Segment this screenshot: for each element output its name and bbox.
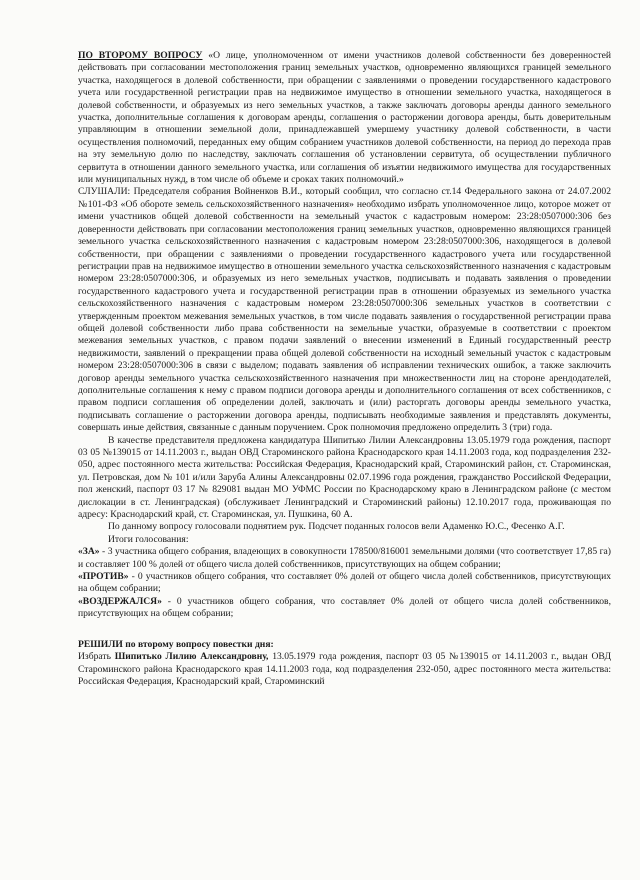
candidate-paragraph: В качестве представителя предложена кандидатура Шипитько Лилии Александровны 13.05.1979 года рождения, паспорт 03 05 №139015 от 14.11.2003 г., выдан ОВД Староминского района Краснодарского края 14.11.2003 года, код подразделения 232-050, адрес постоянного места жительства: Российская Федерация, Краснодарский край, Староминский район, ст. Староминская, ул. Петровская, дом № 101 и/или Заруба Алины Александровны 02.07.1996 года рождения, гражданство Российской Федерации, пол женский, паспорт 03 17 № 829081 выдан МО УФМС России по Краснодарскому краю в Ленинградском районе (с местом дислокации в ст. Ленинградская) (обслуживает Ленинградский и Староминский районы) 12.10.2017 года, проживающая по адресу: Краснодарский край, ст. Староминская, ул. Пушкина, 60 А. xyxy=(78,434,611,521)
question-two-text: «О лице, уполномоченном от имени участников долевой собственности без доверенностей действовать при согласовании местоположения границ земельных участков, одновременно являющихся границей земельного участка, находящегося в долевой собственности, при обращении с заявлениями о проведении государственного кадастрового учета или государственной регистрации прав на недвижимое имущество в отношении земельного участка, находящегося в долевой собственности, и образуемых из него земельных участков, а также заключать договоры аренды данного земельного участка, дополнительные соглашения к договорам аренды, соглашения о расторжении договора аренды, быть доверительным управляющим в отношении земельной доли, принадлежавшей умершему участнику долевой собственности, в части осуществления полномочий, переданных ему общим собранием участников долевой собственности, на период до перехода прав на эту земельную долю по наследству, заключать соглашения об установлении сервитута, об осуществлении публичного сервитута в отношении данного земельного участка, или соглашения об изъятии недвижимого имущества для государственных или муниципальных нужд, в том числе об объеме и сроках таких полномочий.» xyxy=(78,50,611,186)
voting-results-title: Итоги голосования: xyxy=(108,533,189,545)
question-two-heading: ПО ВТОРОМУ ВОПРОСУ xyxy=(78,50,203,61)
decision-name: Шипитько Лилию Александровну, xyxy=(114,651,269,663)
decision-text: 13.05.1979 года рождения, паспорт 03 05 №139015 от 14.11.2003 г., выдан ОВД Староминского района Краснодарского края 14.11.2003 года, код подразделения 232-050, адрес постоянного места жительства: Российская Федерация, Краснодарский край, Староминский xyxy=(78,651,611,687)
listened-paragraph: СЛУШАЛИ: Председателя собрания Войненков В.И., который сообщил, что согласно ст.14 Федерального закона от 24.07.2002 №101-ФЗ «Об обороте земель сельскохозяйственного назначения» необходимо избрать уполномоченное лицо, которое может от имени участников общей долевой собственности на земельный участок с кадастровым номером: 23:28:0507000:306 без доверенности действовать при согласовании местоположения границ земельных участков, одновременно являющихся границей земельного участка сельскохозяйственного назначения с кадастровым номером 23:28:0507000:306, находящегося в долевой собственности, при обращении с заявлениями о проведении государственного кадастрового учета или государственной регистрации прав на недвижимое имущество в отношении земельного участка сельскохозяйственного назначения с кадастровым номером 23:28:0507000:306, и образуемых из него земельных участков, подписывать и подавать заявления о проведении государственного кадастрового учета и государственной регистрации прав в отношении образуемых из земельного участка сельскохозяйственного назначения с кадастровым номером 23:28:0507000:306 земельных участков в соответствии с утвержденным проектом межевания земельных участков, в том числе подавать заявления о государственной регистрации права общей долевой собственности либо права собственности на земельные участки, образуемые в соответствии с проектом межевания земельных участков, с правом подачи заявлений о внесении изменений в Единый государственный реестр недвижимости, заявлений о прекращении права общей долевой собственности на исходный земельный участок с кадастровым номером 23:28:0507000:306 в связи с выделом; подавать заявления об исправлении технических ошибок, а также заключить договор аренды земельного участка сельскохозяйственного назначения при множественности лиц на стороне арендодателей, дополнительные соглашения к нему с правом подписи договора аренды и дополнительного соглашения от всех собственников, с правом подписи соглашения об определении долей, заключать и (или) расторгать договоры аренды земельного участка, подписывать соглашение о расторжении договора аренды, подписывать необходимые заявления и представлять документы, совершать иные действия, связанные с данным поручением. Срок полномочия предложено определить 3 (три) года. xyxy=(78,186,611,434)
vote-for-paragraph xyxy=(78,546,611,571)
vote-against-paragraph xyxy=(78,571,611,596)
question-two-paragraph xyxy=(78,50,611,186)
decision-lead: Избрать xyxy=(78,651,115,663)
vote-for-label: «ЗА» xyxy=(78,546,100,558)
vote-abstain-label: «ВОЗДЕРЖАЛСЯ» xyxy=(78,595,162,607)
decision-paragraph xyxy=(78,651,611,688)
voting-paragraph: По данному вопросу голосовали поднятием рук. Подсчет поданных голосов вели Адаменко Ю.С., Фесенко А.Г. xyxy=(108,521,565,533)
vote-for-text: - 3 участника общего собрания, владеющих в совокупности 178500/816001 земельными долями (что соответствует 17,85 га) и составляет 100 % долей от общего числа долей собственников, присутствующих на общем собрании; xyxy=(78,546,611,570)
vote-abstain-paragraph xyxy=(78,596,611,621)
vote-against-text: - 0 участников общего собрания, что составляет 0% долей от общего числа долей собственников, присутствующих на общем собрании; xyxy=(78,571,611,595)
spacer xyxy=(78,621,611,639)
vote-abstain-text: - 0 участников общего собрания, что составляет 0% долей от общего числа долей собственников, присутствующих на общем собрании; xyxy=(78,595,611,620)
document-body xyxy=(78,50,611,688)
decision-heading: РЕШИЛИ по второму вопросу повестки дня: xyxy=(78,638,274,650)
vote-against-label: «ПРОТИВ» xyxy=(78,571,129,583)
